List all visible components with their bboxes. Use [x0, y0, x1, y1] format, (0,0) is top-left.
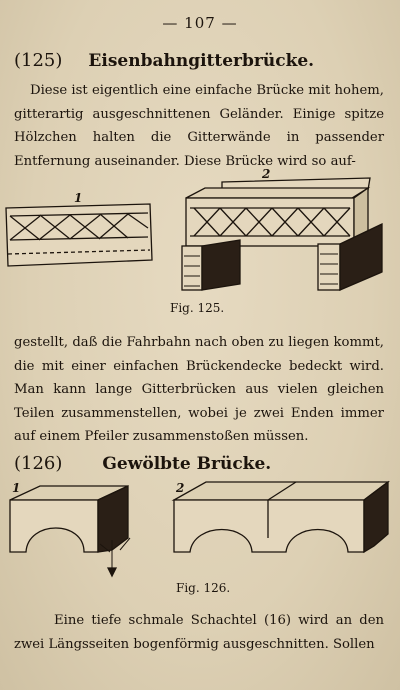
figure-125-drawing	[0, 168, 400, 298]
page-number: — 107 —	[162, 14, 238, 32]
section-126-paragraph-1: Eine tiefe schmale Schachtel (16) wird an den zwei Längsseiten bogenförmig ausgeschnitten. Sollen	[14, 613, 384, 652]
figure-126-drawing	[0, 480, 400, 580]
section-125-heading	[14, 50, 314, 71]
section-125-title: Eisenbahngitterbrücke.	[88, 51, 315, 71]
section-126-title: Gewölbte Brücke.	[102, 454, 272, 474]
section-125-paragraph-1: Diese ist eigentlich eine einfache Brücke mit hohem, gitterartig ausgeschnittenen Geländer. Einige spitze Hölzchen halten die Gitterwände in passender Entfernung auseinander. Diese Brücke wird so auf-	[14, 83, 384, 169]
section-126-number: (126)	[14, 453, 63, 474]
section-125-paragraph-2: gestellt, daß die Fahrbahn nach oben zu liegen kommt, die mit einer einfachen Brückendecke bedeckt wird. Man kann lange Gitterbrücken aus vielen gleichen Teilen zusammenstellen, wobei je zwei Enden immer auf einem Pfeiler zusammenstoßen müssen.	[14, 335, 384, 444]
figure-126-label-2: 2	[176, 481, 185, 495]
section-125-number: (125)	[14, 50, 63, 71]
figure-125-label-2: 2	[262, 167, 271, 181]
figure-126-label-1: 1	[12, 481, 21, 495]
section-126-heading	[14, 453, 271, 474]
figure-125-caption: Fig. 125.	[170, 301, 225, 315]
figure-126-caption: Fig. 126.	[176, 581, 231, 595]
figure-125-label-1: 1	[74, 191, 83, 205]
